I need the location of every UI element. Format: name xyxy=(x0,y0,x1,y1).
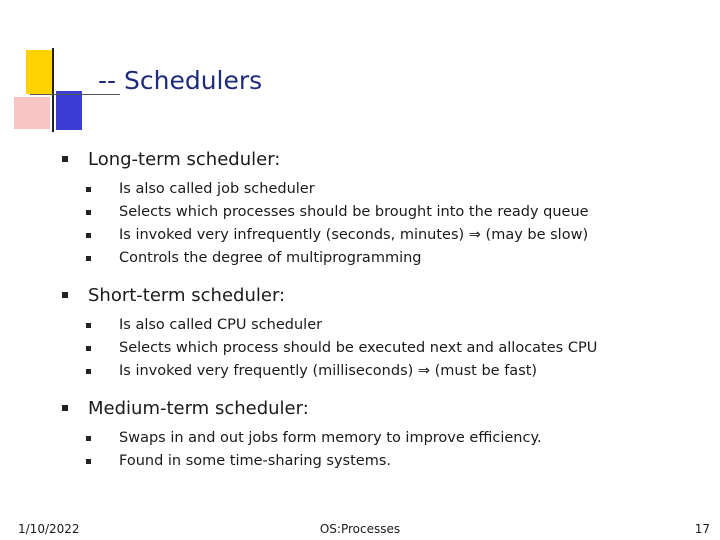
square-bullet-icon xyxy=(86,187,91,192)
slide-title: -- Schedulers xyxy=(98,66,263,95)
section-items-long-term xyxy=(62,178,702,270)
list-item-text: Found in some time-sharing systems. xyxy=(119,453,391,469)
footer-date: 1/10/2022 xyxy=(18,522,80,536)
decor-blue-square xyxy=(56,91,82,130)
list-item xyxy=(62,314,702,337)
square-bullet-icon xyxy=(86,346,91,351)
section-heading-medium-term xyxy=(62,397,702,421)
square-bullet-icon xyxy=(86,233,91,238)
decor-red-square xyxy=(14,97,50,129)
section-items-short-term xyxy=(62,314,702,383)
section-heading-short-term xyxy=(62,284,702,308)
list-item-text: Selects which processes should be brought into the ready queue xyxy=(119,204,589,220)
square-bullet-icon xyxy=(86,210,91,215)
decor-vertical-line xyxy=(52,48,54,132)
square-bullet-icon xyxy=(62,405,68,411)
section-heading-text: Medium-term scheduler: xyxy=(88,398,309,419)
square-bullet-icon xyxy=(62,156,68,162)
list-item-text: Is invoked very infrequently (seconds, minutes) ⇒ (may be slow) xyxy=(119,227,589,243)
list-item xyxy=(62,247,702,270)
list-item xyxy=(62,201,702,224)
section-heading-long-term xyxy=(62,148,702,172)
list-item xyxy=(62,224,702,247)
list-item xyxy=(62,178,702,201)
page-number: 17 xyxy=(694,522,710,536)
slide-content xyxy=(62,148,702,487)
list-item-text: Is invoked very frequently (milliseconds) ⇒ (must be fast) xyxy=(119,363,538,379)
list-item xyxy=(62,360,702,383)
list-item-text: Selects which process should be executed next and allocates CPU xyxy=(119,340,598,356)
square-bullet-icon xyxy=(86,369,91,374)
list-item-text: Is also called job scheduler xyxy=(119,181,315,197)
list-item-text: Is also called CPU scheduler xyxy=(119,317,323,333)
decor-yellow-square xyxy=(26,50,52,94)
square-bullet-icon xyxy=(62,292,68,298)
footer-title: OS:Processes xyxy=(319,522,401,536)
section-items-medium-term xyxy=(62,427,702,473)
square-bullet-icon xyxy=(86,459,91,464)
section-heading-text: Long-term scheduler: xyxy=(88,149,281,170)
list-item xyxy=(62,450,702,473)
list-item xyxy=(62,427,702,450)
list-item xyxy=(62,337,702,360)
square-bullet-icon xyxy=(86,323,91,328)
list-item-text: Swaps in and out jobs form memory to improve efficiency. xyxy=(119,430,542,446)
square-bullet-icon xyxy=(86,256,91,261)
square-bullet-icon xyxy=(86,436,91,441)
section-heading-text: Short-term scheduler: xyxy=(88,285,286,306)
list-item-text: Controls the degree of multiprogramming xyxy=(119,250,422,266)
